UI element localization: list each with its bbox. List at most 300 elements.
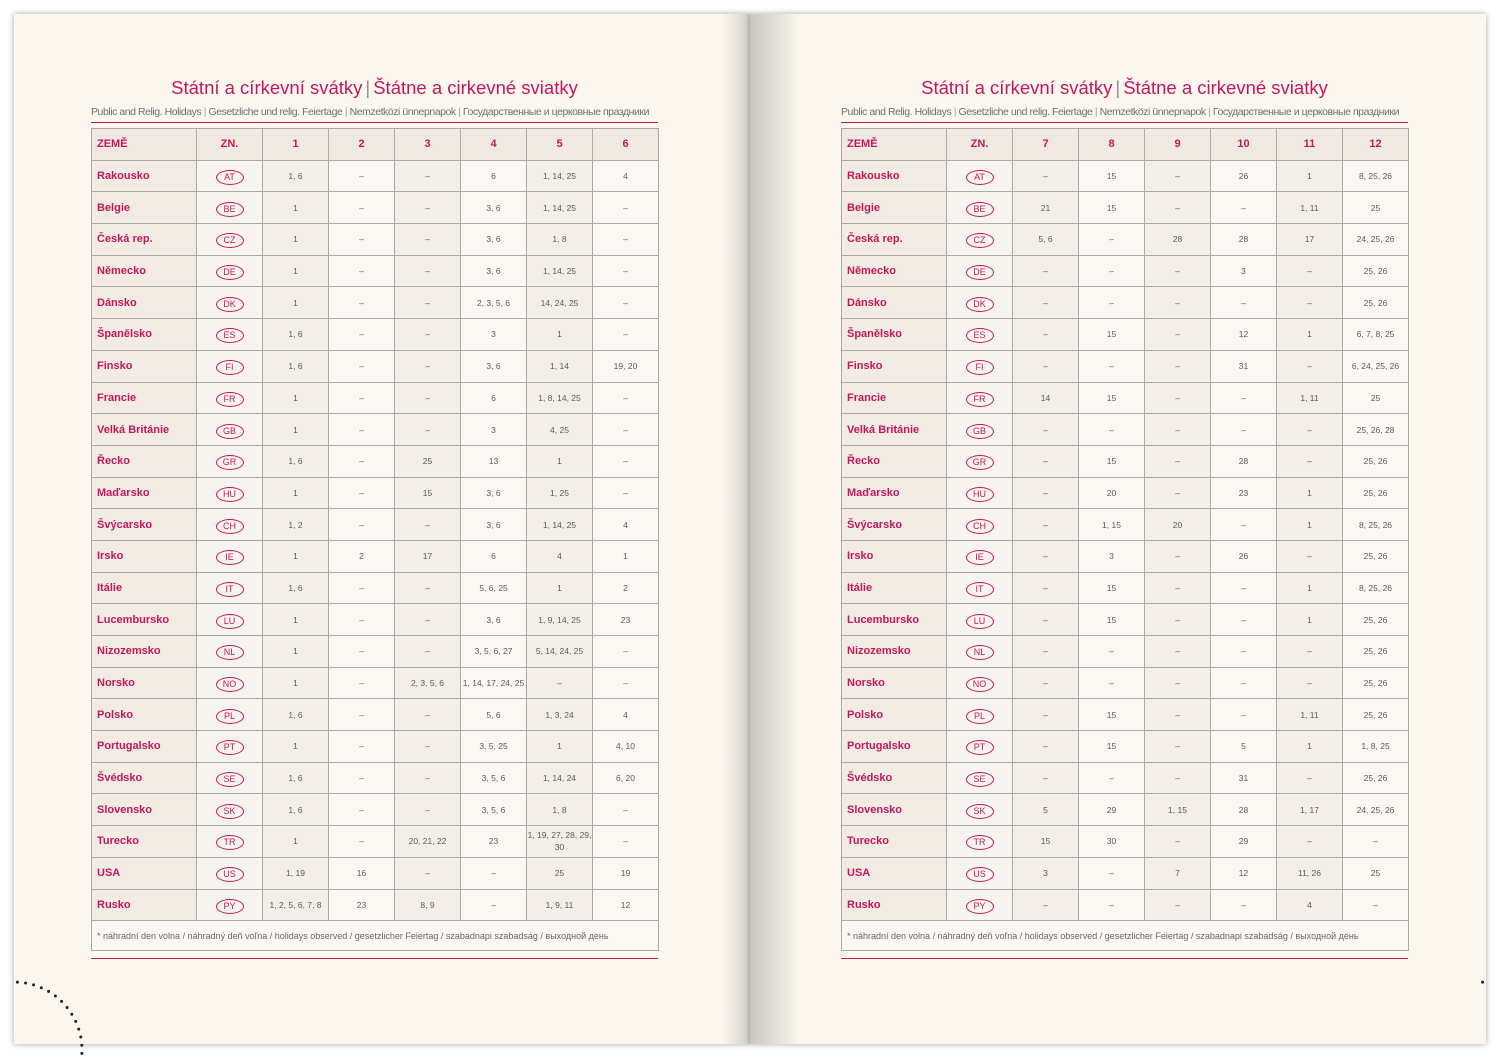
holiday-cell: 6 xyxy=(461,160,527,192)
table-row xyxy=(842,255,1409,287)
country-code-cell xyxy=(947,255,1013,287)
country-name: Švýcarsko xyxy=(92,509,197,541)
holiday-cell: – xyxy=(395,414,461,446)
holiday-cell: – xyxy=(593,794,659,826)
footnote: * náhradní den volna / náhradný deň voľna / holidays observed / gesetzlicher Feiertag / szabadnapi szabadság / выходной день xyxy=(842,921,1409,951)
holiday-cell: – xyxy=(1277,540,1343,572)
holiday-cell: 3 xyxy=(1013,857,1079,889)
country-code-badge: DK xyxy=(216,297,244,312)
country-code-cell xyxy=(947,509,1013,541)
holiday-cell: – xyxy=(1145,667,1211,699)
holiday-cell: 15 xyxy=(1013,826,1079,858)
table-row xyxy=(842,699,1409,731)
holiday-cell: 15 xyxy=(1079,319,1145,351)
country-name: Itálie xyxy=(92,572,197,604)
holiday-cell: 5, 6, 25 xyxy=(461,572,527,604)
country-code-badge: SE xyxy=(966,772,994,787)
subtitle-ru: Государственные и церковные праздники xyxy=(1212,106,1399,118)
country-name: Portugalsko xyxy=(92,731,197,763)
holiday-cell: – xyxy=(1145,699,1211,731)
decoration-dot xyxy=(70,1013,73,1016)
holiday-cell: – xyxy=(1145,350,1211,382)
table-row xyxy=(92,889,659,921)
holiday-cell: 4 xyxy=(1277,889,1343,921)
country-code-badge: NO xyxy=(216,677,244,692)
country-name: Maďarsko xyxy=(92,477,197,509)
holiday-cell: – xyxy=(329,794,395,826)
holiday-cell: 20 xyxy=(1145,509,1211,541)
holiday-cell: 28 xyxy=(1145,224,1211,256)
country-code-badge: IE xyxy=(216,550,244,565)
subtitle-de: Gesetzliche und relig. Feiertage xyxy=(208,106,343,118)
holiday-cell: 1, 6 xyxy=(263,572,329,604)
country-code-cell xyxy=(197,477,263,509)
header-month-9: 9 xyxy=(1145,129,1211,161)
country-code-cell xyxy=(947,826,1013,858)
table-row xyxy=(842,636,1409,668)
subtitle-en: Public and Relig. Holidays xyxy=(841,106,952,118)
holiday-cell: 1, 8, 14, 25 xyxy=(527,382,593,414)
holiday-cell: 13 xyxy=(461,445,527,477)
holiday-cell: 4, 10 xyxy=(593,731,659,763)
holiday-cell: 1, 8 xyxy=(527,224,593,256)
holiday-cell: 16 xyxy=(329,857,395,889)
country-code-cell xyxy=(197,160,263,192)
holiday-cell: – xyxy=(1079,224,1145,256)
holiday-cell: – xyxy=(1145,731,1211,763)
holiday-cell: – xyxy=(1211,509,1277,541)
holiday-cell: – xyxy=(1145,604,1211,636)
country-code-badge: NL xyxy=(966,645,994,660)
country-code-cell xyxy=(197,319,263,351)
table-row xyxy=(842,826,1409,858)
holiday-cell: 1 xyxy=(1277,160,1343,192)
holiday-table-months-1-6 xyxy=(91,128,659,951)
holiday-cell: 1, 6 xyxy=(263,160,329,192)
holiday-cell: – xyxy=(593,667,659,699)
country-name: Německo xyxy=(842,255,947,287)
holiday-cell: – xyxy=(329,224,395,256)
country-code-cell xyxy=(947,414,1013,446)
holiday-cell: 3, 6 xyxy=(461,192,527,224)
holiday-cell: 4, 25 xyxy=(527,414,593,446)
country-name: Švýcarsko xyxy=(842,509,947,541)
holiday-cell: 1 xyxy=(1277,477,1343,509)
holiday-cell: 23 xyxy=(329,889,395,921)
holiday-cell: 25, 26 xyxy=(1343,255,1409,287)
holiday-cell: 8, 25, 26 xyxy=(1343,509,1409,541)
country-code-badge: FR xyxy=(216,392,244,407)
holiday-cell: 1 xyxy=(263,477,329,509)
country-code-badge: PY xyxy=(216,899,244,914)
table-row xyxy=(92,160,659,192)
holiday-cell: 15 xyxy=(1079,572,1145,604)
holiday-cell: 3, 6 xyxy=(461,477,527,509)
holiday-cell: – xyxy=(329,414,395,446)
holiday-cell: 3, 6 xyxy=(461,509,527,541)
holiday-cell: – xyxy=(1211,414,1277,446)
country-code-badge: CH xyxy=(966,519,994,534)
holiday-cell: 15 xyxy=(1079,604,1145,636)
country-name: Norsko xyxy=(842,667,947,699)
holiday-cell: – xyxy=(1145,255,1211,287)
country-code-badge: DK xyxy=(966,297,994,312)
country-code-cell xyxy=(947,160,1013,192)
holiday-cell: 5, 14, 24, 25 xyxy=(527,636,593,668)
holiday-cell: 15 xyxy=(1079,699,1145,731)
table-row xyxy=(842,445,1409,477)
holiday-cell: 1 xyxy=(263,382,329,414)
table-row xyxy=(92,224,659,256)
decoration-dot xyxy=(66,1006,69,1009)
footnote-row xyxy=(842,921,1409,951)
table-row xyxy=(92,255,659,287)
holiday-cell: 3, 6 xyxy=(461,224,527,256)
holiday-cell: 26 xyxy=(1211,160,1277,192)
country-code-cell xyxy=(947,636,1013,668)
holiday-cell: 6, 7, 8, 25 xyxy=(1343,319,1409,351)
holiday-cell: – xyxy=(1145,160,1211,192)
country-name: Německo xyxy=(92,255,197,287)
holiday-cell: 1 xyxy=(1277,731,1343,763)
table-row xyxy=(92,762,659,794)
holiday-cell: 11, 26 xyxy=(1277,857,1343,889)
holiday-cell: – xyxy=(329,572,395,604)
holiday-cell: 4 xyxy=(593,699,659,731)
country-name: Turecko xyxy=(842,826,947,858)
country-code-cell xyxy=(947,667,1013,699)
table-row xyxy=(92,857,659,889)
holiday-cell: 1 xyxy=(263,604,329,636)
holiday-cell: 19 xyxy=(593,857,659,889)
country-code-badge: ES xyxy=(216,328,244,343)
dotted-arc-decoration xyxy=(14,972,94,1062)
country-code-badge: IT xyxy=(216,582,244,597)
holiday-cell: 1, 14, 25 xyxy=(527,509,593,541)
holiday-cell: – xyxy=(1079,255,1145,287)
holiday-section-right xyxy=(841,14,1408,959)
country-code-cell xyxy=(947,382,1013,414)
country-code-cell xyxy=(197,604,263,636)
holiday-cell: 1, 14, 17, 24, 25 xyxy=(461,667,527,699)
holiday-cell: – xyxy=(1013,255,1079,287)
holiday-cell: 25, 26, 28 xyxy=(1343,414,1409,446)
holiday-cell: – xyxy=(395,255,461,287)
holiday-cell: 1, 17 xyxy=(1277,794,1343,826)
holiday-cell: 1, 2, 5, 6, 7, 8 xyxy=(263,889,329,921)
holiday-cell: 23 xyxy=(593,604,659,636)
holiday-cell: 28 xyxy=(1211,224,1277,256)
holiday-cell: 1, 6 xyxy=(263,794,329,826)
holiday-cell: – xyxy=(1277,636,1343,668)
holiday-cell: 31 xyxy=(1211,350,1277,382)
holiday-cell: – xyxy=(1013,604,1079,636)
country-name: Slovensko xyxy=(92,794,197,826)
table-row xyxy=(92,414,659,446)
holiday-cell: 8, 25, 26 xyxy=(1343,160,1409,192)
country-code-cell xyxy=(197,826,263,858)
holiday-cell: – xyxy=(329,160,395,192)
holiday-cell: 1 xyxy=(527,572,593,604)
holiday-cell: 17 xyxy=(1277,224,1343,256)
holiday-cell: 25, 26 xyxy=(1343,636,1409,668)
country-code-cell xyxy=(197,762,263,794)
decoration-dot xyxy=(74,1020,77,1023)
header-country: ZEMĚ xyxy=(92,129,197,161)
table-row xyxy=(842,382,1409,414)
country-code-badge: US xyxy=(966,867,994,882)
table-row xyxy=(92,192,659,224)
holiday-cell: – xyxy=(1211,636,1277,668)
holiday-cell: 1, 8, 25 xyxy=(1343,731,1409,763)
holiday-cell: – xyxy=(1079,762,1145,794)
holiday-cell: – xyxy=(395,636,461,668)
holiday-cell: 23 xyxy=(1211,477,1277,509)
table-row xyxy=(92,667,659,699)
title-rule xyxy=(91,122,658,123)
holiday-cell: 4 xyxy=(593,160,659,192)
subtitle-hu: Nemzetközi ünnepnapok xyxy=(1099,106,1206,118)
country-code-badge: DE xyxy=(216,265,244,280)
table-row xyxy=(842,414,1409,446)
holiday-cell: 21 xyxy=(1013,192,1079,224)
country-code-badge: FI xyxy=(216,360,244,375)
country-code-badge: PL xyxy=(216,709,244,724)
holiday-cell: 25 xyxy=(395,445,461,477)
table-row xyxy=(842,509,1409,541)
country-name: Velká Británie xyxy=(842,414,947,446)
country-code-cell xyxy=(197,414,263,446)
country-code-badge: SE xyxy=(216,772,244,787)
holiday-cell: 1, 8 xyxy=(527,794,593,826)
country-code-cell xyxy=(197,224,263,256)
holiday-cell: 1, 6 xyxy=(263,445,329,477)
holiday-cell: 25, 26 xyxy=(1343,445,1409,477)
holiday-cell: – xyxy=(1145,826,1211,858)
holiday-cell: – xyxy=(395,224,461,256)
country-name: Rusko xyxy=(842,889,947,921)
decoration-dot xyxy=(79,1036,82,1039)
holiday-cell: – xyxy=(329,477,395,509)
decoration-dot xyxy=(54,995,57,998)
country-code-badge: GR xyxy=(216,455,244,470)
holiday-cell: – xyxy=(329,762,395,794)
country-name: Polsko xyxy=(92,699,197,731)
holiday-cell: 1, 19 xyxy=(263,857,329,889)
country-code-badge: BE xyxy=(216,202,244,217)
header-code: ZN. xyxy=(947,129,1013,161)
holiday-cell: – xyxy=(1211,572,1277,604)
country-code-cell xyxy=(947,287,1013,319)
header-month-3: 3 xyxy=(395,129,461,161)
holiday-cell: 25, 26 xyxy=(1343,540,1409,572)
holiday-cell: 17 xyxy=(395,540,461,572)
table-row xyxy=(92,350,659,382)
country-name: Nizozemsko xyxy=(92,636,197,668)
subtitle-en: Public and Relig. Holidays xyxy=(91,106,202,118)
decoration-dot xyxy=(1481,981,1484,984)
holiday-cell: 23 xyxy=(461,826,527,858)
holiday-cell: – xyxy=(1013,540,1079,572)
country-name: Nizozemsko xyxy=(842,636,947,668)
holiday-cell: 28 xyxy=(1211,445,1277,477)
table-row xyxy=(842,350,1409,382)
country-code-cell xyxy=(197,699,263,731)
country-code-cell xyxy=(197,540,263,572)
holiday-cell: 4 xyxy=(593,509,659,541)
holiday-cell: 5 xyxy=(1211,731,1277,763)
left-page xyxy=(14,14,750,1044)
holiday-cell: – xyxy=(1013,699,1079,731)
holiday-cell: – xyxy=(1145,540,1211,572)
holiday-cell: 30 xyxy=(1079,826,1145,858)
holiday-cell: – xyxy=(1211,192,1277,224)
header-month-7: 7 xyxy=(1013,129,1079,161)
table-row xyxy=(92,572,659,604)
country-code-cell xyxy=(197,794,263,826)
holiday-cell: – xyxy=(1277,287,1343,319)
country-code-cell xyxy=(947,350,1013,382)
holiday-cell: – xyxy=(593,445,659,477)
header-month-10: 10 xyxy=(1211,129,1277,161)
holiday-cell: – xyxy=(329,731,395,763)
holiday-cell: – xyxy=(1079,857,1145,889)
table-row xyxy=(842,731,1409,763)
country-code-badge: TR xyxy=(966,835,994,850)
holiday-cell: – xyxy=(593,224,659,256)
holiday-cell: – xyxy=(1277,667,1343,699)
holiday-cell: 8, 9 xyxy=(395,889,461,921)
holiday-cell: 1 xyxy=(263,826,329,858)
country-code-badge: HU xyxy=(216,487,244,502)
holiday-cell: – xyxy=(1211,699,1277,731)
country-name: Švédsko xyxy=(92,762,197,794)
holiday-cell: – xyxy=(329,604,395,636)
country-code-badge: LU xyxy=(966,614,994,629)
country-name: Česká rep. xyxy=(92,224,197,256)
country-code-cell xyxy=(197,667,263,699)
table-row xyxy=(842,667,1409,699)
holiday-cell: – xyxy=(1145,762,1211,794)
holiday-cell: 1 xyxy=(527,445,593,477)
table-row xyxy=(92,509,659,541)
holiday-cell: 25, 26 xyxy=(1343,667,1409,699)
country-code-cell xyxy=(947,192,1013,224)
holiday-cell: – xyxy=(1277,826,1343,858)
holiday-cell: 15 xyxy=(1079,445,1145,477)
holiday-cell: – xyxy=(1013,731,1079,763)
holiday-cell: – xyxy=(395,794,461,826)
holiday-cell: 26 xyxy=(1211,540,1277,572)
country-code-badge: US xyxy=(216,867,244,882)
decoration-dot xyxy=(32,983,35,986)
holiday-cell: – xyxy=(1013,762,1079,794)
holiday-cell: 25, 26 xyxy=(1343,287,1409,319)
header-month-4: 4 xyxy=(461,129,527,161)
bottom-rule xyxy=(841,958,1408,959)
holiday-cell: 25 xyxy=(1343,857,1409,889)
decoration-dot xyxy=(24,982,27,985)
holiday-cell: 1 xyxy=(263,192,329,224)
decoration-dot xyxy=(47,990,50,993)
holiday-cell: 15 xyxy=(1079,382,1145,414)
country-code-badge: LU xyxy=(216,614,244,629)
page-title: Státní a církevní svátky | Štátne a cirkevné sviatky xyxy=(921,77,1328,98)
country-code-badge: SK xyxy=(966,804,994,819)
dotted-arc-decoration xyxy=(1406,972,1486,1062)
holiday-cell: 15 xyxy=(1079,192,1145,224)
holiday-cell: 6 xyxy=(461,540,527,572)
holiday-cell: – xyxy=(1013,414,1079,446)
header-month-2: 2 xyxy=(329,129,395,161)
holiday-cell: 1, 14, 25 xyxy=(527,160,593,192)
holiday-cell: 1 xyxy=(263,255,329,287)
holiday-cell: 3 xyxy=(1079,540,1145,572)
country-code-cell xyxy=(947,445,1013,477)
bottom-rule xyxy=(91,958,658,959)
title-rule xyxy=(841,122,1408,123)
title-sk: Štátne a cirkevné sviatky xyxy=(373,77,578,98)
holiday-cell: 24, 25, 26 xyxy=(1343,794,1409,826)
country-code-badge: BE xyxy=(966,202,994,217)
country-code-badge: IT xyxy=(966,582,994,597)
country-name: Řecko xyxy=(842,445,947,477)
holiday-cell: – xyxy=(1079,667,1145,699)
header-month-11: 11 xyxy=(1277,129,1343,161)
holiday-cell: – xyxy=(1013,477,1079,509)
country-code-cell xyxy=(197,636,263,668)
country-code-badge: NL xyxy=(216,645,244,660)
header-month-12: 12 xyxy=(1343,129,1409,161)
header-row xyxy=(842,129,1409,161)
holiday-cell: – xyxy=(329,319,395,351)
country-code-cell xyxy=(947,762,1013,794)
country-code-badge: PT xyxy=(216,740,244,755)
country-name: Řecko xyxy=(92,445,197,477)
holiday-cell: 1, 11 xyxy=(1277,699,1343,731)
holiday-cell: – xyxy=(593,636,659,668)
holiday-cell: – xyxy=(1145,636,1211,668)
country-name: Rakousko xyxy=(842,160,947,192)
holiday-cell: 3, 6 xyxy=(461,604,527,636)
holiday-cell: 1 xyxy=(1277,509,1343,541)
country-name: Belgie xyxy=(842,192,947,224)
table-row xyxy=(92,540,659,572)
country-code-cell xyxy=(197,857,263,889)
country-code-badge: ES xyxy=(966,328,994,343)
holiday-cell: 1 xyxy=(263,731,329,763)
holiday-cell: – xyxy=(1145,572,1211,604)
holiday-cell: 1 xyxy=(1277,572,1343,604)
decoration-dot xyxy=(77,1028,80,1031)
holiday-cell: 1 xyxy=(593,540,659,572)
country-code-badge: GB xyxy=(966,424,994,439)
holiday-cell: 2 xyxy=(593,572,659,604)
holiday-cell: 8, 25, 26 xyxy=(1343,572,1409,604)
holiday-cell: 5, 6 xyxy=(1013,224,1079,256)
holiday-cell: 1, 3, 24 xyxy=(527,699,593,731)
holiday-cell: 14, 24, 25 xyxy=(527,287,593,319)
holiday-cell: – xyxy=(1211,889,1277,921)
country-code-cell xyxy=(197,287,263,319)
country-name: Lucembursko xyxy=(92,604,197,636)
table-row xyxy=(842,160,1409,192)
holiday-cell: 1, 2 xyxy=(263,509,329,541)
holiday-cell: – xyxy=(329,636,395,668)
decoration-dot xyxy=(80,1044,83,1047)
country-name: USA xyxy=(92,857,197,889)
country-code-badge: AT xyxy=(216,170,244,185)
